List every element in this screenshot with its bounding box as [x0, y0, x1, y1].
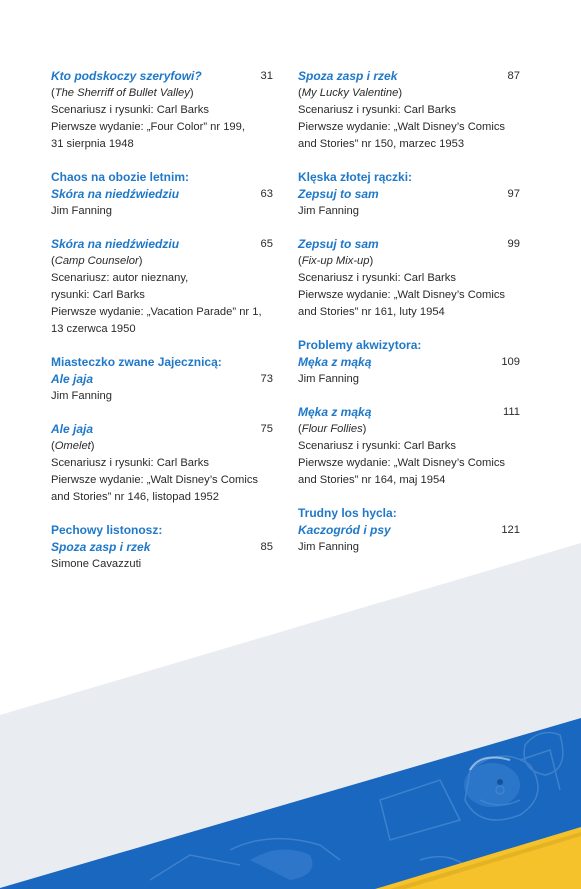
- credit-line: Pierwsze wydanie: „Four Color” nr 199,: [51, 121, 245, 133]
- credit-line: Scenariusz i rysunki: Carl Barks: [51, 457, 209, 469]
- entry-heading: [51, 68, 273, 85]
- credit-line: and Stories” nr 150, marzec 1953: [298, 138, 465, 150]
- toc-entry: [298, 404, 520, 489]
- credit-line: Jim Fanning: [51, 390, 112, 402]
- entry-heading: [51, 236, 273, 253]
- page-number: 121: [501, 524, 520, 536]
- paren-open: (: [298, 87, 302, 99]
- entry-heading: [298, 236, 520, 253]
- credit-line: Scenariusz i rysunki: Carl Barks: [298, 272, 456, 284]
- toc-right-column: [298, 68, 520, 572]
- story-title: Problemy akwizytora:: [298, 338, 422, 352]
- story-title: Chaos na obozie letnim:: [51, 170, 190, 184]
- toc-entry: [51, 354, 273, 405]
- page-number: 97: [507, 188, 520, 200]
- toc-entry: [51, 236, 273, 338]
- entry-title[interactable]: Zepsuj to sam: [298, 187, 379, 201]
- page-number: 99: [507, 238, 520, 250]
- original-title-text: Flour Follies: [301, 423, 363, 435]
- credit-line: Pierwsze wydanie: „Walt Disney’s Comics: [51, 474, 259, 486]
- entry-title[interactable]: Spoza zasp i rzek: [298, 69, 398, 83]
- entry-title[interactable]: Ale jaja: [51, 422, 94, 436]
- credit-line: Pierwsze wydanie: „Vacation Parade” nr 1,: [51, 306, 262, 318]
- story-title: Pechowy listonosz:: [51, 523, 163, 537]
- credit-line: Jim Fanning: [298, 541, 359, 553]
- entry-heading: [51, 186, 273, 203]
- page-number: 73: [260, 373, 273, 385]
- page-number: 31: [260, 70, 273, 82]
- credit-line: Simone Cavazzuti: [51, 558, 142, 570]
- paren-close: ): [189, 87, 194, 99]
- entry-title[interactable]: Męka z mąką: [298, 405, 372, 419]
- paren-close: ): [138, 255, 143, 267]
- story-title: Klęska złotej rączki:: [298, 170, 413, 184]
- credit-line: Pierwsze wydanie: „Walt Disney’s Comics: [298, 121, 506, 133]
- toc-entry: [298, 236, 520, 321]
- original-title-text: The Sherriff of Bullet Valley: [54, 87, 190, 99]
- entry-heading: [298, 354, 520, 371]
- original-title: [51, 253, 273, 270]
- toc-entry: [51, 68, 273, 153]
- entry-title[interactable]: Skóra na niedźwiedziu: [51, 237, 180, 251]
- credit-line: Pierwsze wydanie: „Walt Disney’s Comics: [298, 289, 506, 301]
- original-title-text: Fix-up Mix-up: [301, 255, 370, 267]
- paren-open: (: [51, 87, 55, 99]
- toc-entry: [298, 505, 520, 556]
- paren-open: (: [298, 423, 302, 435]
- credit-line: Scenariusz i rysunki: Carl Barks: [298, 440, 456, 452]
- page-number: 87: [507, 70, 520, 82]
- entry-heading: [51, 539, 273, 556]
- entry-title[interactable]: Ale jaja: [51, 372, 94, 386]
- credit-line: and Stories” nr 146, listopad 1952: [51, 491, 219, 503]
- credit-line: Pierwsze wydanie: „Walt Disney’s Comics: [298, 457, 506, 469]
- credit-line: and Stories” nr 164, maj 1954: [298, 474, 446, 486]
- credit-line: Jim Fanning: [298, 373, 359, 385]
- credit-line: and Stories” nr 161, luty 1954: [298, 306, 445, 318]
- entry-heading: [298, 68, 520, 85]
- toc-left-column: [51, 68, 273, 589]
- original-title: [298, 253, 520, 270]
- toc-entry: [51, 421, 273, 506]
- credit-line: Scenariusz i rysunki: Carl Barks: [298, 104, 456, 116]
- entry-heading: [298, 522, 520, 539]
- page-number: 85: [260, 541, 273, 553]
- credit-line: 13 czerwca 1950: [51, 323, 136, 335]
- paren-close: ): [369, 255, 374, 267]
- paren-close: ): [362, 423, 367, 435]
- page-number: 109: [501, 356, 520, 368]
- credit-line: rysunki: Carl Barks: [51, 289, 145, 301]
- original-title: [298, 85, 520, 102]
- entry-heading: [298, 186, 520, 203]
- credit-line: Scenariusz: autor nieznany,: [51, 272, 189, 284]
- original-title: [298, 421, 520, 438]
- toc-entry: [51, 522, 273, 573]
- original-title-text: My Lucky Valentine: [301, 87, 399, 99]
- paren-open: (: [298, 255, 302, 267]
- page-number: 75: [260, 423, 273, 435]
- entry-heading: [51, 421, 273, 438]
- toc-entry: [298, 68, 520, 153]
- credit-line: Jim Fanning: [51, 205, 112, 217]
- toc-entry: [51, 169, 273, 220]
- credit-line: 31 sierpnia 1948: [51, 138, 134, 150]
- original-title: [51, 438, 273, 455]
- original-title-text: Camp Counselor: [54, 255, 139, 267]
- entry-heading: [298, 404, 520, 421]
- story-title: Miasteczko zwane Jajecznicą:: [51, 355, 222, 369]
- entry-title[interactable]: Męka z mąką: [298, 355, 372, 369]
- entry-title[interactable]: Skóra na niedźwiedziu: [51, 187, 180, 201]
- entry-title[interactable]: Kto podskoczy szeryfowi?: [51, 69, 202, 83]
- page-number: 111: [502, 406, 520, 418]
- original-title: [51, 85, 273, 102]
- page-number: 63: [260, 188, 273, 200]
- page-number: 65: [260, 238, 273, 250]
- paren-open: (: [51, 255, 55, 267]
- toc-entry: [298, 169, 520, 220]
- credit-line: Scenariusz i rysunki: Carl Barks: [51, 104, 209, 116]
- entry-heading: [51, 371, 273, 388]
- paren-close: ): [90, 440, 95, 452]
- paren-close: ): [398, 87, 403, 99]
- credit-line: Jim Fanning: [298, 205, 359, 217]
- entry-title[interactable]: Kaczogród i psy: [298, 523, 391, 537]
- toc-entry: [298, 337, 520, 388]
- original-title-text: Omelet: [54, 440, 91, 452]
- story-title: Trudny los hycla:: [298, 506, 397, 520]
- entry-title[interactable]: Spoza zasp i rzek: [51, 540, 151, 554]
- paren-open: (: [51, 440, 55, 452]
- entry-title[interactable]: Zepsuj to sam: [298, 237, 379, 251]
